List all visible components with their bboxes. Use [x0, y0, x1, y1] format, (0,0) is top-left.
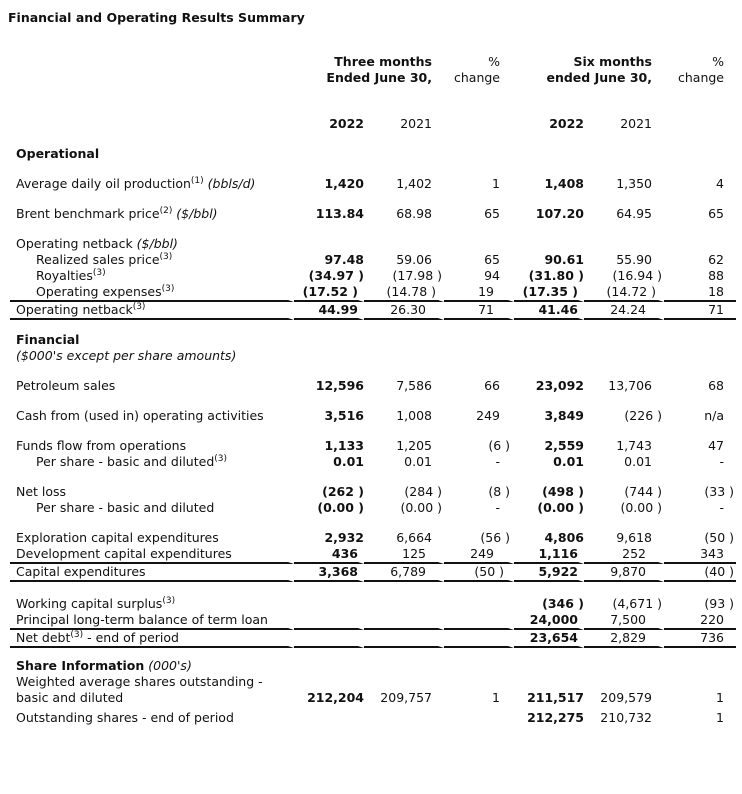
row-label-text: Per share - basic and diluted: [36, 500, 215, 515]
footnote-ref: (1): [190, 176, 204, 186]
value-2021-6m: 209,579: [600, 690, 652, 705]
row-label: [10, 408, 294, 424]
row-label-text: Per share - basic and diluted: [36, 454, 215, 469]
row-label-text: Net debt: [16, 630, 71, 645]
value-2021-3m: 125: [364, 546, 444, 564]
value-2022-3m: [294, 710, 364, 726]
pct-symbol: %: [712, 54, 724, 69]
table-row-out-shares: [10, 710, 736, 726]
pct-change-3m: (6 ): [488, 438, 510, 453]
pct-change-6m: (93 ): [704, 596, 734, 611]
row-label-text: Cash from (used in) operating activities: [16, 408, 264, 423]
value-2022-3m: 113.84: [315, 206, 364, 221]
value-2022-6m: 5,922: [514, 564, 584, 582]
operational-heading: Operational: [16, 146, 100, 161]
value-2021-3m: [364, 630, 444, 648]
table-row-cash-ops: [10, 408, 736, 424]
footnote-ref: (3): [162, 596, 176, 606]
value-2022-6m: (17.35 ): [514, 284, 584, 302]
row-label-suffix: - end of period: [83, 630, 179, 645]
value-2022-6m: 4,806: [544, 530, 584, 545]
value-2021-3m: 0.01: [404, 454, 432, 469]
value-2022-3m: 2,932: [324, 530, 364, 545]
pct-change-6m: 65: [708, 206, 724, 221]
value-2021-3m: 1,205: [396, 438, 432, 453]
row-label: [10, 630, 294, 648]
row-label-text: Realized sales price: [36, 252, 160, 267]
table-row-dev-capex: [10, 546, 736, 564]
value-2021-6m: 64.95: [616, 206, 652, 221]
value-2022-6m: 90.61: [544, 252, 584, 267]
value-2021-3m: 59.06: [396, 252, 432, 267]
value-2021-3m: 1,008: [396, 408, 432, 423]
pct-change-3m: 249: [476, 408, 500, 423]
row-label: [10, 484, 294, 500]
row-label-text: Funds flow from operations: [16, 438, 187, 453]
pct-change-6m: 62: [708, 252, 724, 267]
value-2022-6m: (498 ): [542, 484, 584, 499]
pct-change-label: change: [453, 70, 500, 85]
pct-change-3m: [444, 612, 514, 630]
value-2021-6m: 1,743: [616, 438, 652, 453]
row-label: [10, 206, 294, 222]
value-2021-6m: 0.01: [624, 454, 652, 469]
value-2021-3m: 209,757: [380, 690, 432, 705]
footnote-ref: (3): [159, 252, 173, 262]
row-label: [10, 438, 294, 454]
financial-row: [10, 332, 736, 348]
page-title: Financial and Operating Results Summary: [8, 10, 305, 25]
table-row-wc-surplus: [10, 596, 736, 612]
value-2022-3m: 3,368: [294, 564, 364, 582]
table-row-ffo: [10, 438, 736, 454]
pct-change-3m: 249: [444, 546, 514, 564]
table-row-net-loss: [10, 484, 736, 500]
row-label-text: Working capital surplus: [16, 596, 163, 611]
pct-change-6m: 1: [716, 690, 724, 705]
results-table: [10, 54, 736, 726]
value-2022-3m: [294, 630, 364, 648]
value-2021-6m: 13,706: [608, 378, 652, 393]
value-2021-6m: (226 ): [624, 408, 662, 423]
row-label-text: Petroleum sales: [16, 378, 116, 393]
row-label: [10, 378, 294, 394]
value-2022-3m: (17.52 ): [294, 284, 364, 302]
row-label-text: Exploration capital expenditures: [16, 530, 219, 545]
value-2022-6m: (346 ): [542, 596, 584, 611]
financial-note: ($000's except per share amounts): [16, 348, 237, 363]
row-label-text: Net loss: [16, 484, 67, 499]
pct-change-6m: 18: [664, 284, 736, 302]
row-label-text: Capital expenditures: [16, 564, 146, 579]
value-2021-3m: 1,402: [396, 176, 432, 191]
pct-change-6m: 736: [664, 630, 736, 648]
value-2021-6m: 9,870: [584, 564, 664, 582]
value-2021-3m: (17.98 ): [392, 268, 442, 283]
pct-symbol: %: [488, 54, 500, 69]
pct-change-label: change: [677, 70, 724, 85]
value-2022-3m: (34.97 ): [308, 268, 364, 283]
value-2021-3m: [364, 710, 444, 726]
footnote-ref: (3): [92, 268, 106, 278]
row-label: [10, 268, 294, 284]
pct-change-3m: [444, 630, 514, 648]
row-label-text: Outstanding shares - end of period: [16, 710, 234, 725]
value-2022-3m: (262 ): [322, 484, 364, 499]
row-label-text: Principal long-term balance of term loan: [16, 612, 268, 627]
footnote-ref: (3): [132, 302, 146, 312]
row-label: [10, 530, 294, 546]
row-label: [10, 612, 294, 630]
table-row-ffo-ps: [10, 454, 736, 470]
financial-heading: Financial: [16, 332, 80, 347]
row-label: [10, 176, 294, 192]
pct-change-6m: n/a: [704, 408, 724, 423]
value-2022-6m: 23,654: [514, 630, 584, 648]
value-2022-3m: 44.99: [294, 302, 364, 320]
table-row-netback-hdr: [10, 236, 736, 252]
pct-change-header-6m: [664, 54, 736, 86]
value-2021-6m: 2,829: [584, 630, 664, 648]
pct-change-3m: (8 ): [488, 484, 510, 499]
value-2021-6m: 9,618: [616, 530, 652, 545]
table-row-net-loss-ps: [10, 500, 736, 516]
pct-change-3m: 1: [492, 690, 500, 705]
value-2021-3m: 68.98: [396, 206, 432, 221]
value-2022-3m: 1,420: [324, 176, 364, 191]
pct-change-3m: 19: [444, 284, 514, 302]
table-row-wavg-shares: [10, 674, 736, 706]
row-unit: ($/bbl): [132, 236, 178, 251]
value-2022-3m: [294, 612, 364, 630]
row-label: [10, 236, 294, 252]
year-2022-6m: 2022: [549, 116, 584, 131]
pct-change-3m: 71: [444, 302, 514, 320]
pct-change-6m: 71: [664, 302, 736, 320]
value-2022-3m: [294, 596, 364, 612]
row-label-text: Development capital expenditures: [16, 546, 232, 561]
row-label-text: Royalties: [36, 268, 93, 283]
value-2022-6m: 107.20: [535, 206, 584, 221]
value-2021-6m: 252: [584, 546, 664, 564]
table-row-royalties: [10, 268, 736, 284]
value-2022-6m: 1,408: [544, 176, 584, 191]
value-2022-3m: 97.48: [324, 252, 364, 267]
three-months-header: [294, 54, 444, 86]
footnote-ref: (3): [161, 284, 175, 294]
three-months-line2: Ended June 30,: [326, 70, 432, 85]
pct-change-6m: 1: [716, 710, 724, 725]
footnote-ref: (2): [159, 206, 173, 216]
row-label-text: Average daily oil production: [16, 176, 191, 191]
row-label-text: Brent benchmark price: [16, 206, 160, 221]
pct-change-6m: 220: [664, 612, 736, 630]
table-row-petroleum-sales: [10, 378, 736, 394]
table-row-netback: [10, 302, 736, 320]
year-2021-6m: 2021: [620, 116, 652, 131]
pct-change-6m: (50 ): [704, 530, 734, 545]
pct-change-6m: 4: [716, 176, 724, 191]
row-label: [10, 284, 294, 302]
value-2021-6m: 210,732: [600, 710, 652, 725]
value-2021-6m: (16.94 ): [612, 268, 662, 283]
value-2022-3m: 12,596: [315, 378, 364, 393]
table-row-net-debt: [10, 630, 736, 648]
row-label: [10, 454, 294, 470]
value-2022-6m: 1,116: [514, 546, 584, 564]
value-2022-3m: 212,204: [307, 690, 364, 705]
value-2021-3m: 6,664: [396, 530, 432, 545]
value-2021-6m: (0.00 ): [620, 500, 662, 515]
table-row-opex: [10, 284, 736, 302]
pct-change-3m: 65: [484, 252, 500, 267]
pct-change-6m: 88: [708, 268, 724, 283]
year-2022-3m: 2022: [329, 116, 364, 131]
table-row-expl-capex: [10, 530, 736, 546]
row-unit: ($/bbl): [172, 206, 218, 221]
pct-change-6m: 343: [664, 546, 736, 564]
row-label-line1: Weighted average shares outstanding -: [16, 674, 263, 689]
row-label-text: Operating netback: [16, 302, 133, 317]
row-label: [10, 710, 294, 726]
value-2021-3m: [364, 612, 444, 630]
header-row: [10, 54, 736, 86]
row-label: [10, 564, 294, 582]
financial-note-row: [10, 348, 736, 364]
value-2021-3m: 26.30: [364, 302, 444, 320]
row-label: [10, 302, 294, 320]
value-2022-3m: 3,516: [324, 408, 364, 423]
six-months-line2: ended June 30,: [546, 70, 652, 85]
year-row: [10, 116, 736, 132]
pct-change-6m: 47: [708, 438, 724, 453]
value-2022-3m: 0.01: [333, 454, 364, 469]
share-info-heading: Share Information: [16, 658, 145, 673]
three-months-line1: Three months: [334, 54, 432, 69]
pct-change-3m: -: [495, 454, 500, 469]
row-label: [10, 500, 294, 516]
pct-change-6m: -: [719, 500, 724, 515]
value-2021-6m: (744 ): [624, 484, 662, 499]
pct-change-3m: -: [495, 500, 500, 515]
value-2021-3m: 7,586: [396, 378, 432, 393]
row-label-line2: basic and diluted: [16, 690, 124, 705]
pct-change-3m: [444, 596, 514, 612]
value-2022-6m: 23,092: [535, 378, 584, 393]
row-label-text: Operating expenses: [36, 284, 162, 299]
value-2022-3m: 436: [294, 546, 364, 564]
year-2021-3m: 2021: [400, 116, 432, 131]
value-2021-3m: (284 ): [404, 484, 442, 499]
value-2022-6m: (0.00 ): [537, 500, 584, 515]
share-info-row: [10, 658, 736, 674]
row-label: [10, 252, 294, 268]
pct-change-3m: 66: [484, 378, 500, 393]
row-label: [10, 596, 294, 612]
pct-change-6m: (40 ): [664, 564, 736, 582]
pct-change-6m: -: [719, 454, 724, 469]
value-2022-6m: 41.46: [514, 302, 584, 320]
table-row-term-loan: [10, 612, 736, 630]
value-2021-6m: (14.72 ): [584, 284, 664, 302]
pct-change-3m: 1: [492, 176, 500, 191]
pct-change-3m: (50 ): [444, 564, 514, 582]
pct-change-3m: [444, 710, 514, 726]
value-2021-6m: 1,350: [616, 176, 652, 191]
six-months-line1: Six months: [573, 54, 652, 69]
pct-change-3m: 65: [484, 206, 500, 221]
value-2022-6m: 24,000: [514, 612, 584, 630]
pct-change-3m: (56 ): [480, 530, 510, 545]
operational-row: [10, 146, 736, 162]
value-2022-6m: 3,849: [544, 408, 584, 423]
table-row-avg-oil: [10, 176, 736, 192]
value-2021-3m: [364, 596, 444, 612]
pct-change-6m: 68: [708, 378, 724, 393]
value-2022-6m: 0.01: [553, 454, 584, 469]
table-row-realized: [10, 252, 736, 268]
pct-change-6m: (33 ): [704, 484, 734, 499]
value-2021-6m: 24.24: [584, 302, 664, 320]
value-2022-6m: (31.80 ): [528, 268, 584, 283]
pct-change-header-3m: [444, 54, 514, 86]
row-label-text: Operating netback: [16, 236, 133, 251]
row-label: [10, 546, 294, 564]
value-2022-6m: 211,517: [527, 690, 584, 705]
table-row-brent: [10, 206, 736, 222]
pct-change-3m: 94: [484, 268, 500, 283]
share-info-note: (000's): [148, 658, 192, 673]
row-unit: (bbls/d): [203, 176, 256, 191]
value-2021-6m: (4,671 ): [612, 596, 662, 611]
value-2021-6m: 7,500: [584, 612, 664, 630]
value-2021-3m: 6,789: [364, 564, 444, 582]
row-label: [10, 674, 294, 706]
value-2022-3m: 1,133: [324, 438, 364, 453]
value-2021-3m: (0.00 ): [400, 500, 442, 515]
footnote-ref: (3): [214, 454, 227, 464]
six-months-header: [514, 54, 664, 86]
value-2022-3m: (0.00 ): [317, 500, 364, 515]
value-2021-6m: 55.90: [616, 252, 652, 267]
value-2021-3m: (14.78 ): [364, 284, 444, 302]
table-row-capex: [10, 564, 736, 582]
footnote-ref: (3): [70, 630, 84, 640]
value-2022-6m: 212,275: [527, 710, 584, 725]
value-2022-6m: 2,559: [544, 438, 584, 453]
